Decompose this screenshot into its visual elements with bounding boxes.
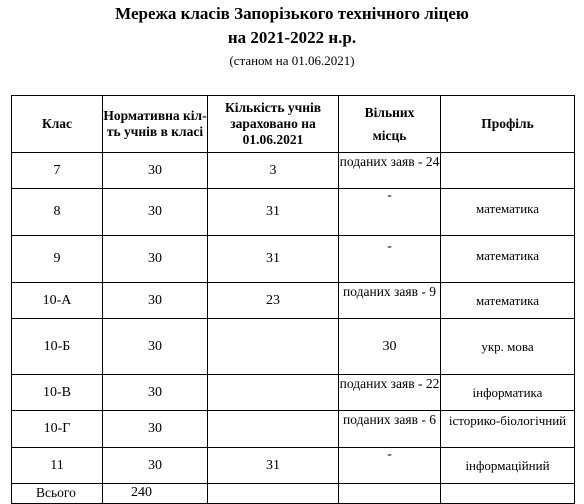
cell-free: [339, 448, 441, 484]
cell-normative: 30: [103, 153, 208, 189]
cell-normative: 30: [103, 189, 208, 236]
cell-empty: [339, 484, 441, 504]
cell-free: [339, 236, 441, 283]
cell-enrolled: [208, 411, 339, 448]
header-normative: Нормативна кіл-ть учнів в класі: [103, 96, 208, 153]
table-row: [12, 448, 575, 484]
cell-class: 10-А: [12, 283, 103, 319]
header-free-places: [339, 96, 441, 153]
table-row: [12, 236, 575, 283]
cell-class: 11: [12, 448, 103, 484]
cell-normative: 30: [103, 375, 208, 411]
table-total-row: [12, 484, 575, 504]
dash-mark: -: [387, 238, 392, 253]
cell-profile: [441, 153, 575, 189]
cell-empty: [208, 484, 339, 504]
table-row: [12, 283, 575, 319]
dash-mark: -: [387, 446, 392, 461]
table-row: [12, 411, 575, 448]
total-label: Всього: [12, 484, 103, 504]
table-row: [12, 189, 575, 236]
table-header-row: [12, 96, 575, 153]
cell-enrolled: 31: [208, 236, 339, 283]
cell-free: 30: [339, 319, 441, 375]
cell-class: 10-Б: [12, 319, 103, 375]
page-title: Мережа класів Запорізького технічного ліцею: [115, 4, 469, 23]
cell-enrolled: 31: [208, 189, 339, 236]
cell-profile: математика: [441, 189, 575, 236]
cell-profile: історико-біологічний: [441, 411, 575, 448]
class-network-table: [11, 95, 575, 504]
cell-free: поданих заяв - 24: [339, 153, 441, 189]
cell-profile: інформаційний: [441, 448, 575, 484]
cell-free: поданих заяв - 9: [339, 283, 441, 319]
cell-enrolled: 23: [208, 283, 339, 319]
cell-normative: 30: [103, 448, 208, 484]
cell-normative: 30: [103, 283, 208, 319]
header-free-line2: місць: [372, 127, 407, 143]
as-of-date: (станом на 01.06.2021): [229, 53, 355, 68]
cell-normative: 30: [103, 411, 208, 448]
cell-free: [339, 189, 441, 236]
cell-class: 8: [12, 189, 103, 236]
cell-profile: укр. мова: [441, 319, 575, 375]
cell-enrolled: [208, 375, 339, 411]
header-free-line1: Вільних: [364, 104, 415, 120]
table-row: [12, 153, 575, 189]
cell-normative: 30: [103, 236, 208, 283]
cell-class: 7: [12, 153, 103, 189]
table-row: [12, 375, 575, 411]
cell-class: 9: [12, 236, 103, 283]
header-class: Клас: [12, 96, 103, 153]
cell-normative: 30: [103, 319, 208, 375]
total-normative: 240: [103, 484, 208, 504]
cell-profile: математика: [441, 236, 575, 283]
cell-empty: [441, 484, 575, 504]
page-subtitle-year: на 2021-2022 н.р.: [227, 28, 357, 47]
cell-profile: інформатика: [441, 375, 575, 411]
cell-enrolled: 3: [208, 153, 339, 189]
cell-free: поданих заяв - 22: [339, 375, 441, 411]
cell-profile: математика: [441, 283, 575, 319]
cell-class: 10-В: [12, 375, 103, 411]
cell-class: 10-Г: [12, 411, 103, 448]
cell-enrolled: [208, 319, 339, 375]
cell-enrolled: 31: [208, 448, 339, 484]
cell-free: поданих заяв - 6: [339, 411, 441, 448]
header-enrolled: Кількість учнів зараховано на 01.06.2021: [208, 96, 339, 153]
header-profile: Профіль: [441, 96, 575, 153]
table-row: [12, 319, 575, 375]
dash-mark: -: [387, 187, 392, 202]
